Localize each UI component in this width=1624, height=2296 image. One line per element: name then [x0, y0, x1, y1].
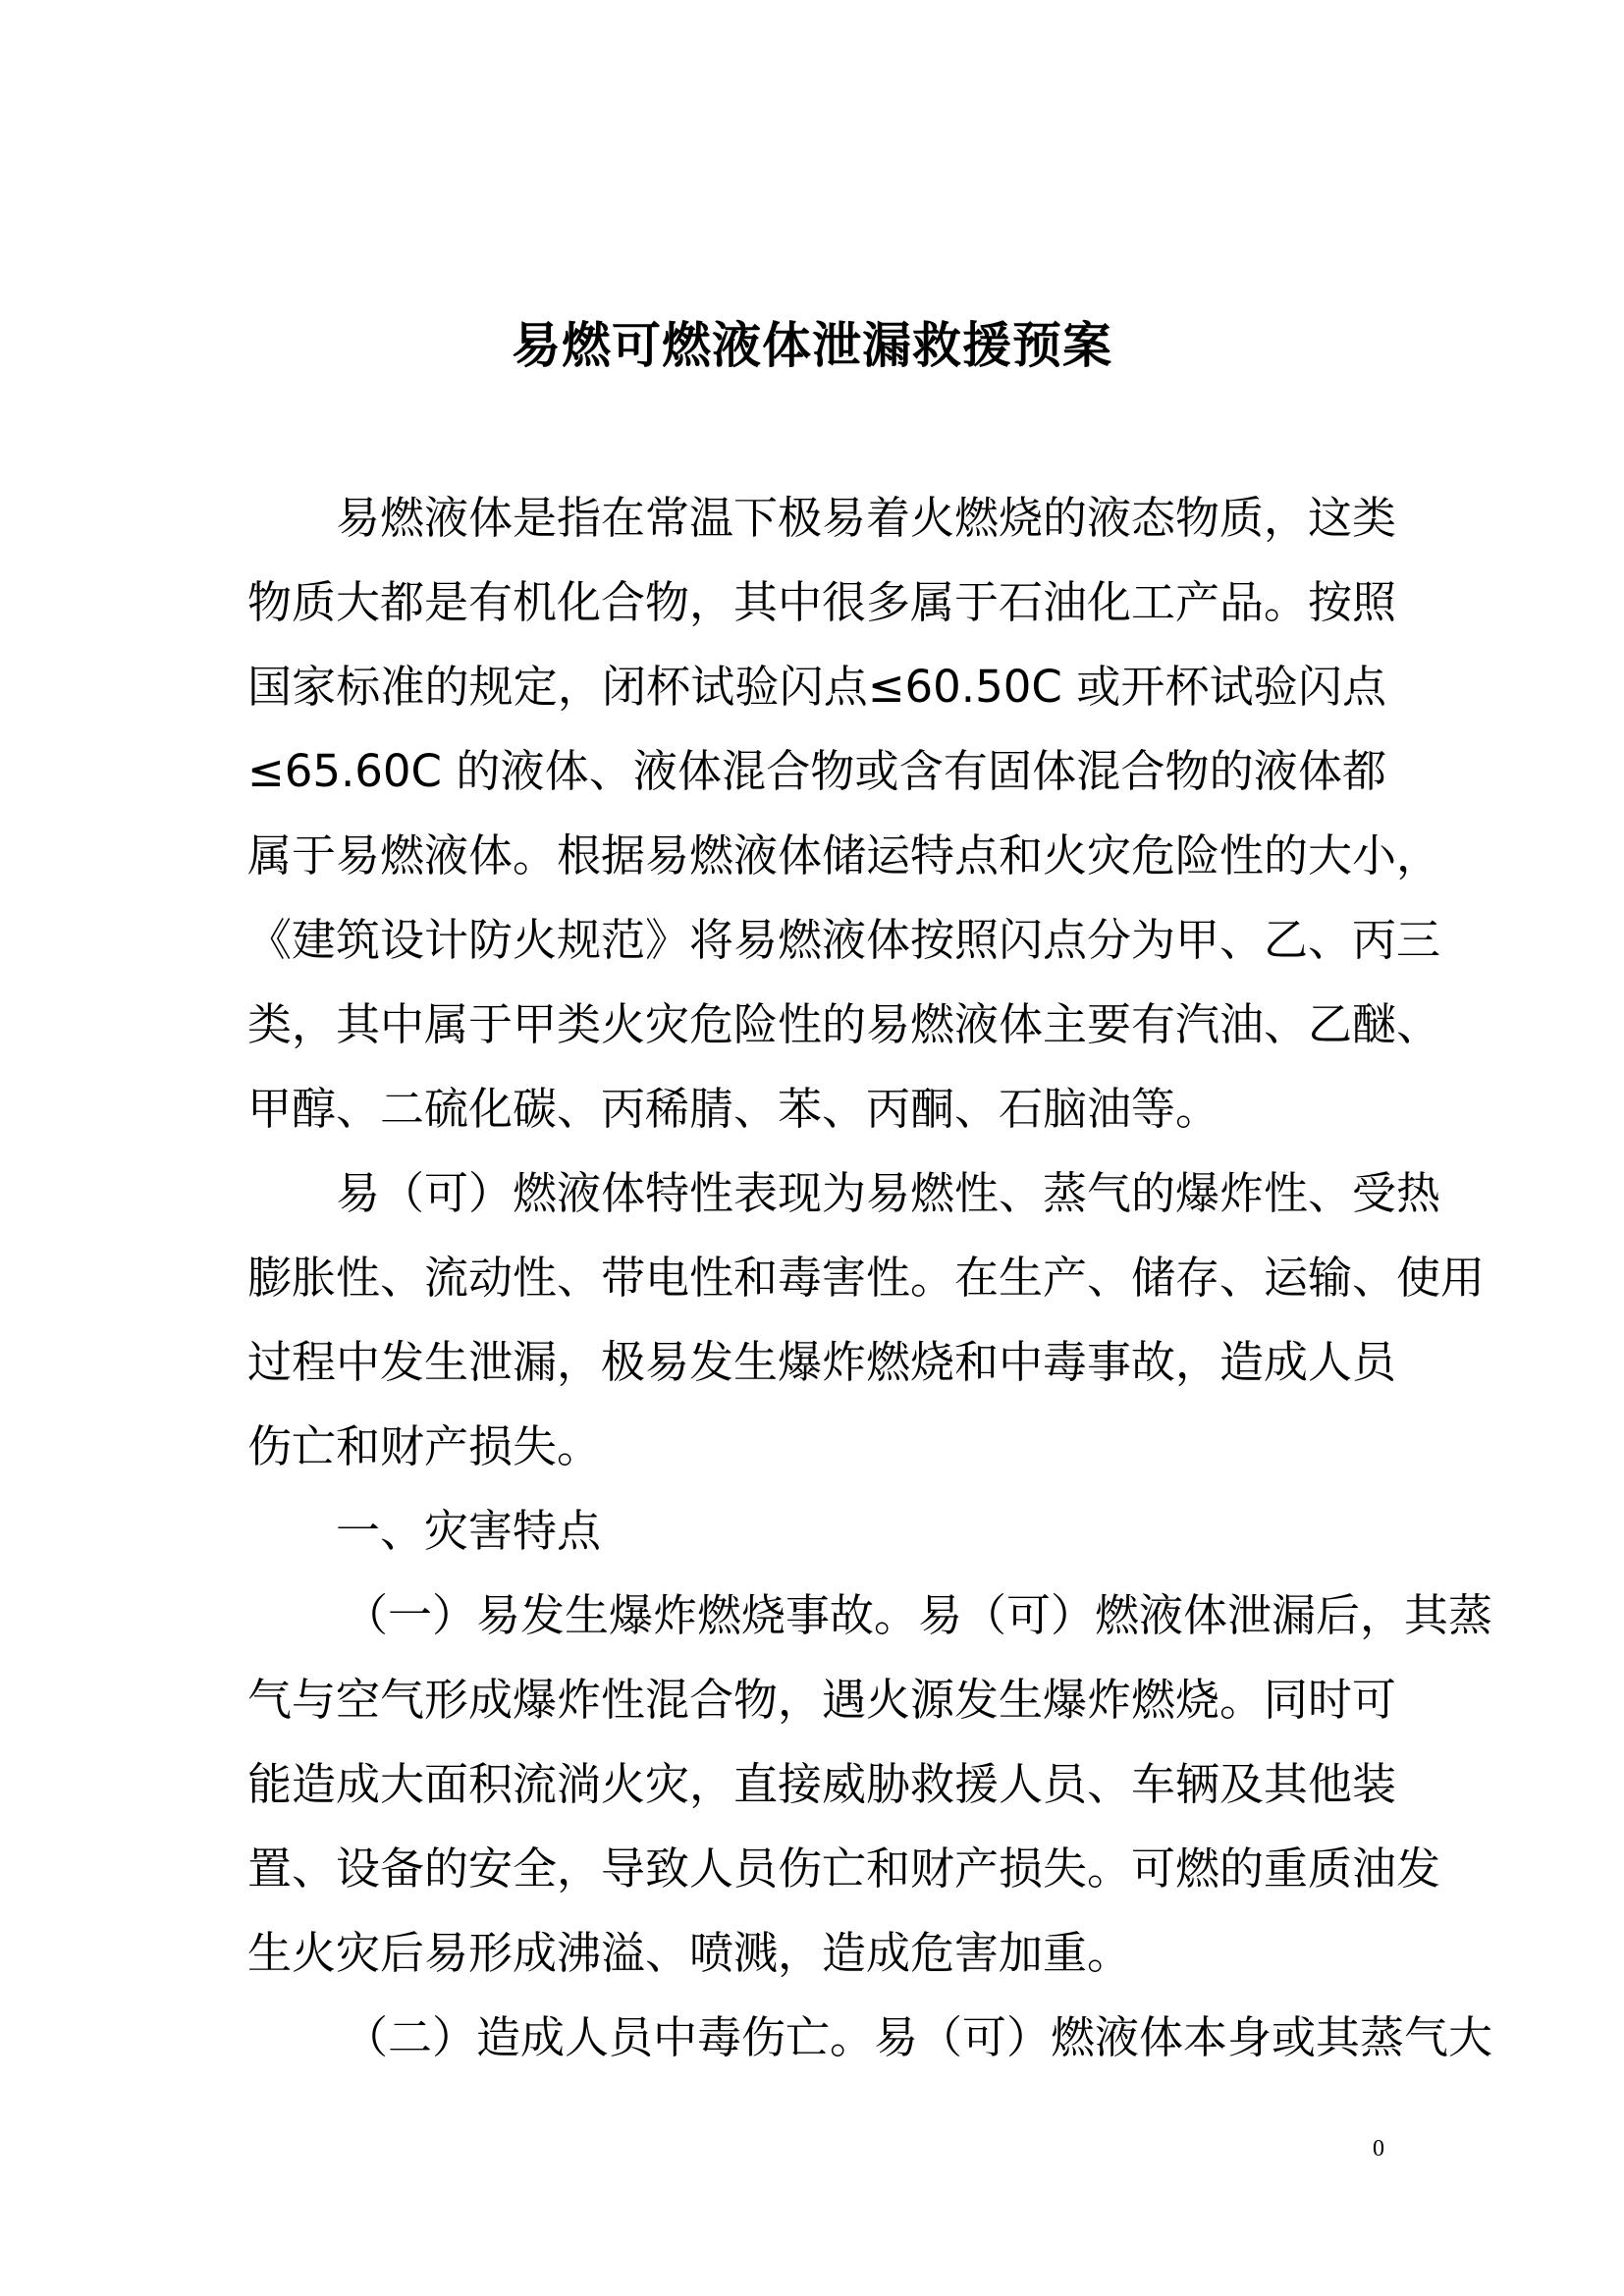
text-line: 能造成大面积流淌火灾，直接威胁救援人员、车辆及其他装 — [247, 1758, 1397, 1810]
text-line: 甲醇、二硫化碳、丙稀腈、苯、丙酮、石脑油等。 — [247, 1083, 1220, 1135]
text-line: （一）易发生爆炸燃烧事故。易（可）燃液体泄漏后，其蒸 — [344, 1589, 1493, 1641]
text-line: ≤65.60C 的液体、液体混合物或含有固体混合物的液体都 — [247, 745, 1386, 797]
document-title: 易燃可燃液体泄漏救援预案 — [512, 317, 1112, 374]
section-heading: 一、灾害特点 — [336, 1505, 602, 1557]
text-line: （二）造成人员中毒伤亡。易（可）燃液体本身或其蒸气大 — [344, 2011, 1493, 2063]
text-line: 物质大都是有机化合物，其中很多属于石油化工产品。按照 — [247, 576, 1397, 628]
text-line: 气与空气形成爆炸性混合物，遇火源发生爆炸燃烧。同时可 — [247, 1674, 1397, 1726]
text-line: 膨胀性、流动性、带电性和毒害性。在生产、储存、运输、使用 — [247, 1252, 1486, 1304]
text-line: 易（可）燃液体特性表现为易燃性、蒸气的爆炸性、受热 — [336, 1167, 1441, 1219]
text-line: 置、设备的安全，导致人员伤亡和财产损失。可燃的重质油发 — [247, 1842, 1441, 1895]
text-line: 伤亡和财产损失。 — [247, 1420, 602, 1472]
text-line: 易燃液体是指在常温下极易着火燃烧的液态物质，这类 — [336, 492, 1397, 544]
page-number: 0 — [1373, 2136, 1384, 2162]
text-line: 生火灾后易形成沸溢、喷溅，造成危害加重。 — [247, 1927, 1132, 1979]
text-line: 《建筑设计防火规范》将易燃液体按照闪点分为甲、乙、丙三 — [247, 914, 1441, 966]
text-line: 类，其中属于甲类火灾危险性的易燃液体主要有汽油、乙醚、 — [247, 998, 1441, 1050]
text-line: 属于易燃液体。根据易燃液体储运特点和火灾危险性的大小， — [247, 829, 1441, 881]
text-line: 国家标准的规定，闭杯试验闪点≤60.50C 或开杯试验闪点 — [247, 661, 1386, 713]
document-body — [247, 476, 1493, 2080]
text-line: 过程中发生泄漏，极易发生爆炸燃烧和中毒事故，造成人员 — [247, 1336, 1397, 1388]
